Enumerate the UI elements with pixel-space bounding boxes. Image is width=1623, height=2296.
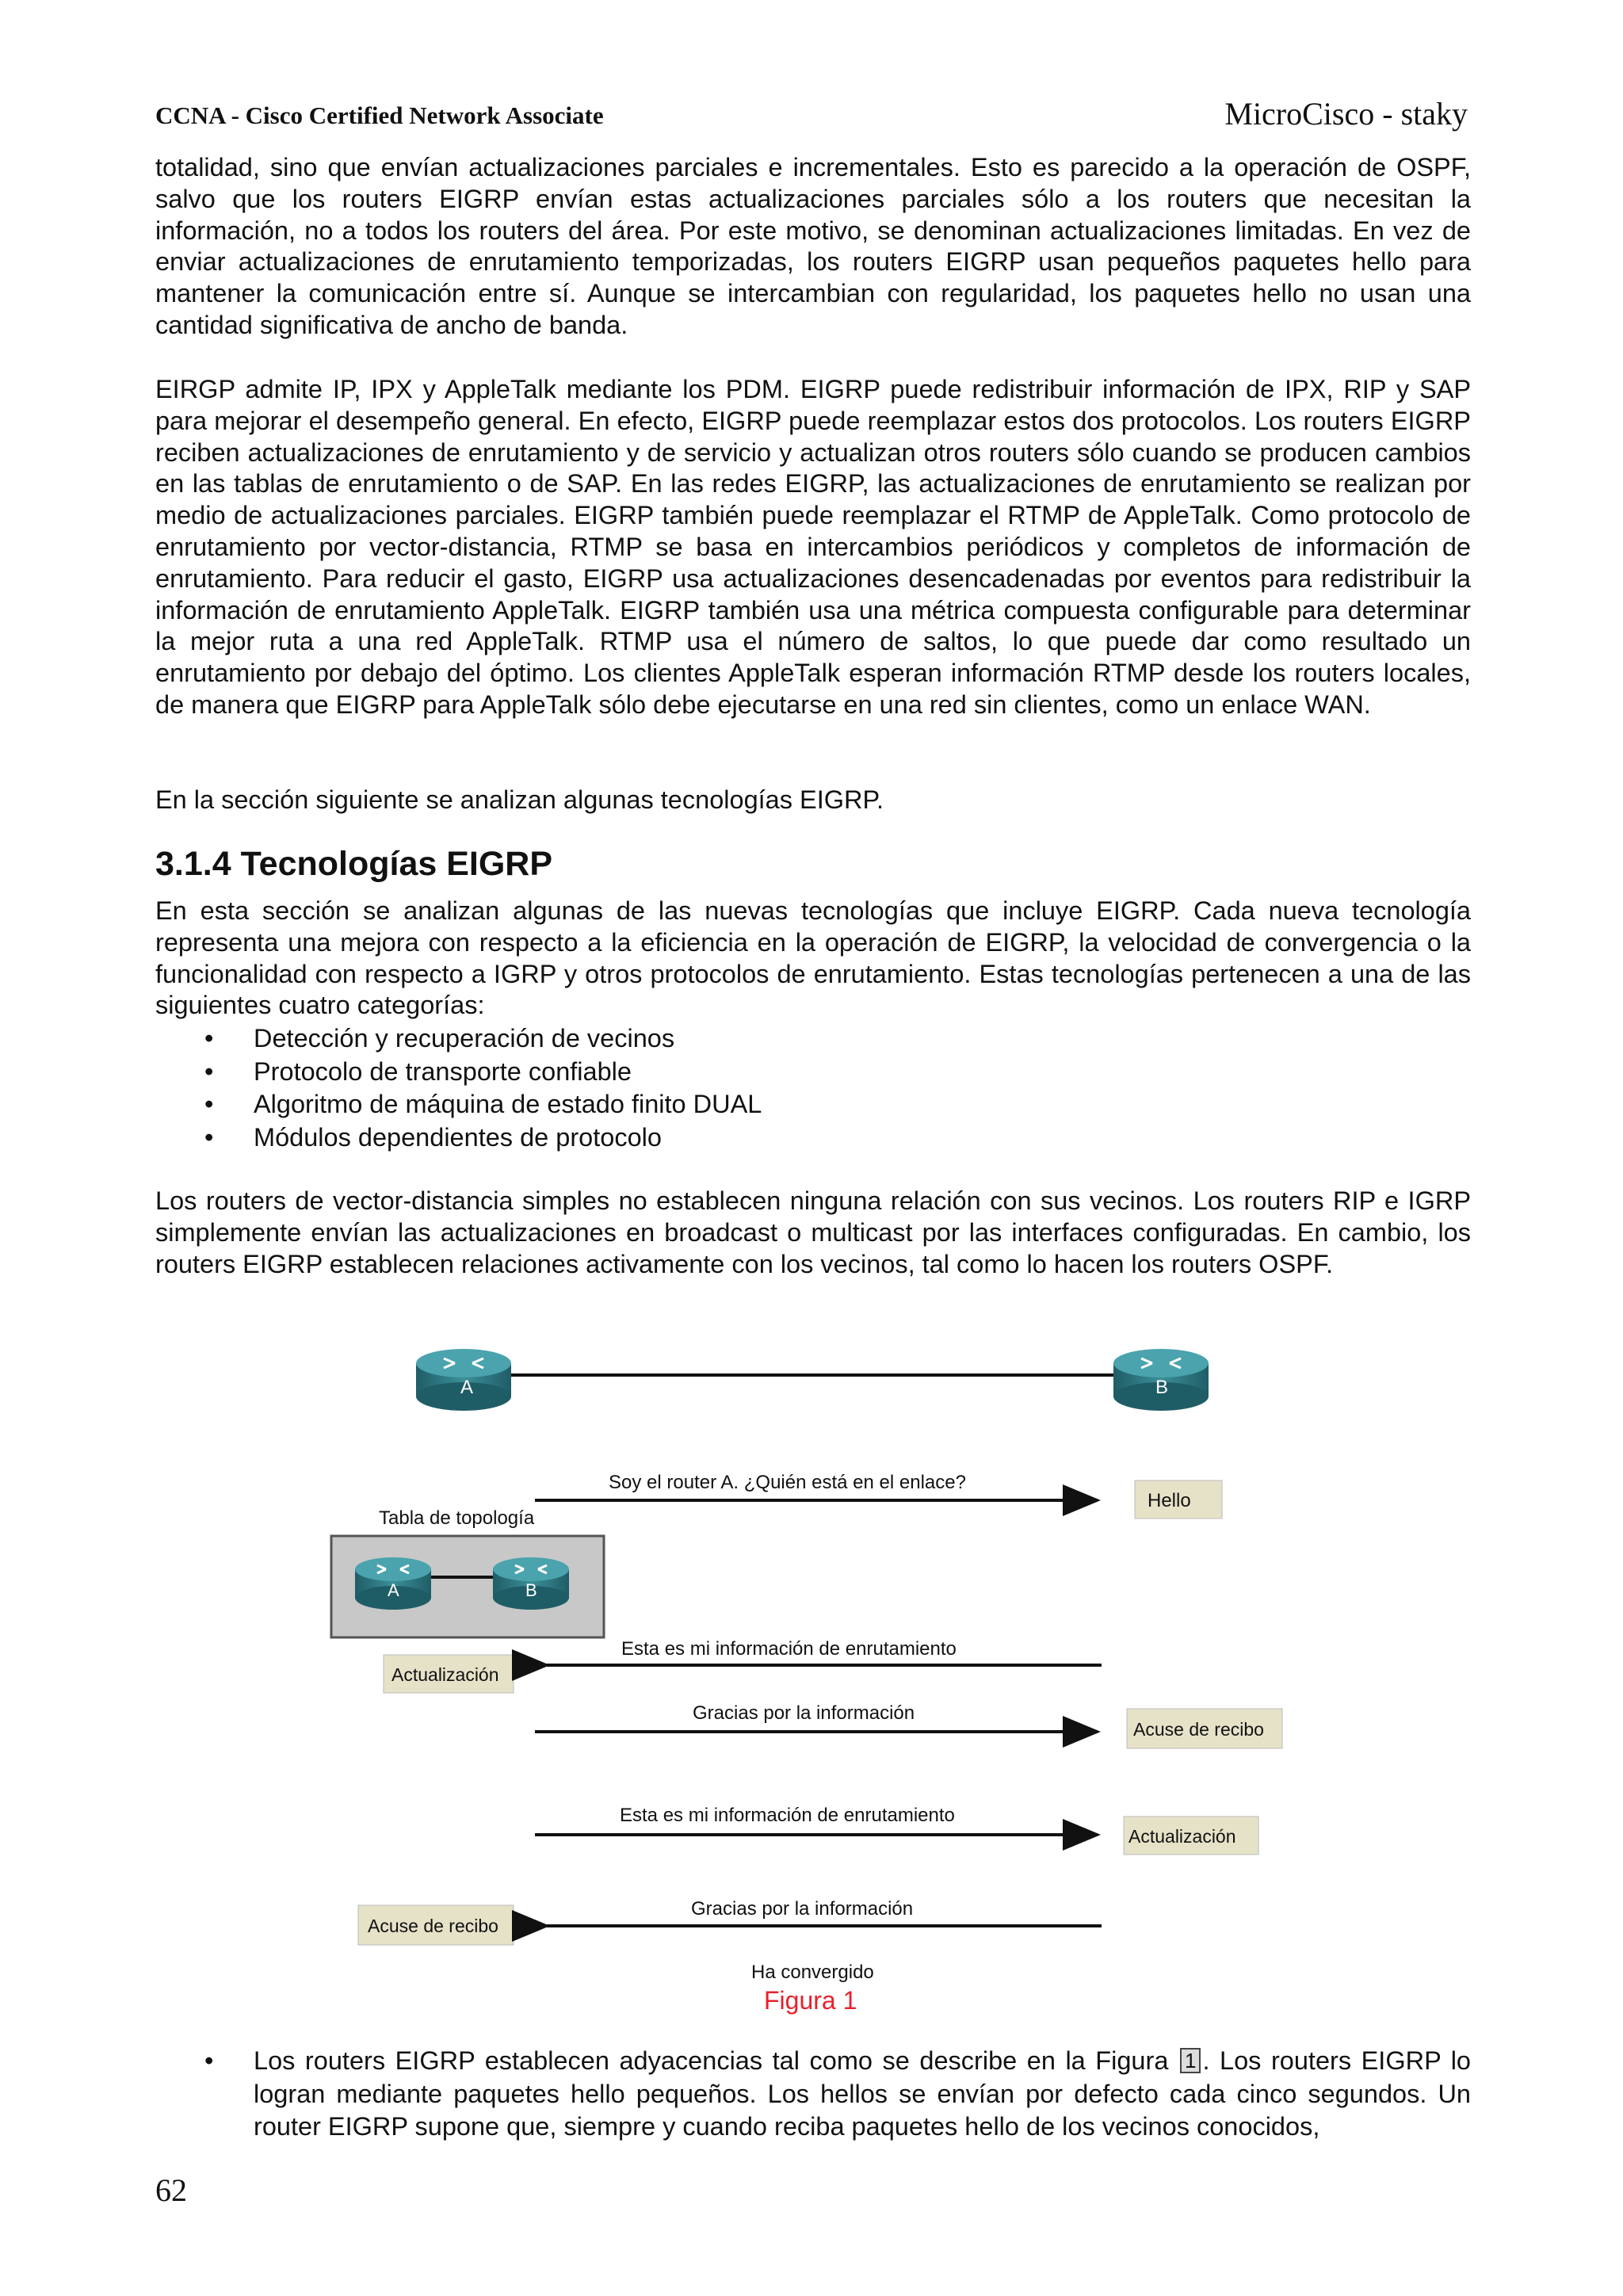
list-item: • Protocolo de transporte confiable: [155, 1056, 1471, 1089]
topology-table-label: Tabla de topología: [379, 1507, 535, 1529]
message-thanks-1: Gracias por la información: [693, 1702, 915, 1724]
update-tag-right-label: Actualización: [1128, 1826, 1236, 1847]
hello-tag-label: Hello: [1148, 1490, 1191, 1511]
svg-text:A: A: [388, 1580, 399, 1600]
page-number: 62: [155, 2172, 187, 2208]
adjacency-text-end: . Los routers EIGRP lo logran mediante paquetes hello pequeños. Los hellos se envían por defecto cada cinco segundos. Un router EIGRP supone que, siempre y cuando reciba paquetes hello de los vecinos conocidos,: [254, 2046, 1472, 2141]
header-title: CCNA - Cisco Certified Network Associate: [155, 101, 604, 129]
router-b-icon: [1113, 1349, 1209, 1411]
paragraph-2: EIRGP admite IP, IPX y AppleTalk mediante los PDM. EIGRP puede redistribuir información de IPX, RIP y SAP para mejorar el desempeño general. En efecto, EIGRP puede reemplazar estos dos protocolos. Los routers EIGRP reciben actualizaciones de enrutamiento y de servicio y actualizan otros routers sólo cuando se producen cambios en las tablas de enrutamiento o de SAP. En las redes EIGRP, las actualizaciones de enrutamiento se realizan por medio de actualizaciones parciales. EIGRP también puede reemplazar el RTMP de AppleTalk. Como protocolo de enrutamiento por vector-distancia, RTMP se basa en intercambios periódicos y completos de información de enrutamiento. Para reducir el gasto, EIGRP usa actualizaciones desencadenadas por eventos para redistribuir la información de enrutamiento AppleTalk. EIGRP también usa una métrica compuesta configurable para determinar la mejor ruta a una red AppleTalk. RTMP usa el número de saltos, lo que puede dar como resultado un enrutamiento por debajo del óptimo. Los clientes AppleTalk esperan información RTMP desde los routers locales, de manera que EIGRP para AppleTalk sólo debe ejecutarse en una red sin clientes, como un enlace WAN.: [155, 375, 1471, 719]
paragraph-4: En esta sección se analizan algunas de las nuevas tecnologías que incluye EIGRP. Cada nueva tecnología representa una mejora con respecto a la eficiencia en la operación de EIGRP, la velocidad de convergencia o la funcionalidad con respecto a IGRP y otros protocolos de enrutamiento. Estas tecnologías pertenecen a una de las siguientes cuatro categorías:: [155, 896, 1471, 1020]
list-item: [155, 2045, 1471, 2144]
ack-tag-left-label: Acuse de recibo: [368, 1916, 498, 1936]
ack-tag-right-label: Acuse de recibo: [1133, 1719, 1264, 1740]
update-tag-left-label: Actualización: [391, 1664, 499, 1685]
router-a-label: A: [460, 1377, 474, 1398]
router-b-icon: [493, 1557, 569, 1610]
figure-caption: Figura 1: [764, 1986, 857, 2015]
list-item: • Algoritmo de máquina de estado finito DUAL: [155, 1088, 1471, 1121]
message-routing-info-2: Esta es mi información de enrutamiento: [620, 1805, 955, 1826]
router-a-icon: [355, 1557, 431, 1610]
router-b-label: B: [1155, 1377, 1169, 1398]
list-item: • Detección y recuperación de vecinos: [155, 1022, 1471, 1056]
message-hello: Soy el router A. ¿Quién está en el enlace?: [609, 1472, 966, 1493]
paragraph-3: En la sección siguiente se analizan algunas tecnologías EIGRP.: [155, 785, 884, 814]
eigrp-adjacency-figure: [317, 1339, 1300, 1997]
adjacency-text-start: Los routers EIGRP establecen adyacencias tal como se describe en la Figura: [254, 2046, 1169, 2075]
converged-label: Ha convergido: [751, 1962, 874, 1983]
figure-ref-link[interactable]: 1: [1180, 2048, 1201, 2073]
message-routing-info-1: Esta es mi información de enrutamiento: [621, 1638, 957, 1660]
svg-text:B: B: [525, 1580, 537, 1600]
section-heading: 3.1.4 Tecnologías EIGRP: [155, 845, 553, 883]
paragraph-1: totalidad, sino que envían actualizaciones parciales e incrementales. Esto es parecido a la operación de OSPF, salvo que los routers EIGRP envían estas actualizaciones parciales sólo a los routers que necesitan la información, no a todos los routers del área. Por este motivo, se denominan actualizaciones limitadas. En vez de enviar actualizaciones de enrutamiento temporizadas, los routers EIGRP usan pequeños paquetes hello para mantener la comunicación entre sí. Aunque se intercambian con regularidad, los paquetes hello no usan una cantidad significativa de ancho de banda.: [155, 153, 1471, 339]
message-thanks-2: Gracias por la información: [691, 1898, 914, 1920]
list-item: • Módulos dependientes de protocolo: [155, 1121, 1471, 1155]
header-author: MicroCisco - staky: [1224, 96, 1468, 132]
router-a-icon: [416, 1349, 511, 1411]
bullet-icon: •: [204, 2046, 214, 2075]
paragraph-5: Los routers de vector-distancia simples no establecen ninguna relación con sus vecinos. Los routers RIP e IGRP simplemente envían las actualizaciones en broadcast o multicast por las interfaces configuradas. En cambio, los routers EIGRP establecen relaciones activamente con los vecinos, tal como lo hacen los routers OSPF.: [155, 1186, 1471, 1278]
technology-list: [155, 1022, 1471, 1154]
